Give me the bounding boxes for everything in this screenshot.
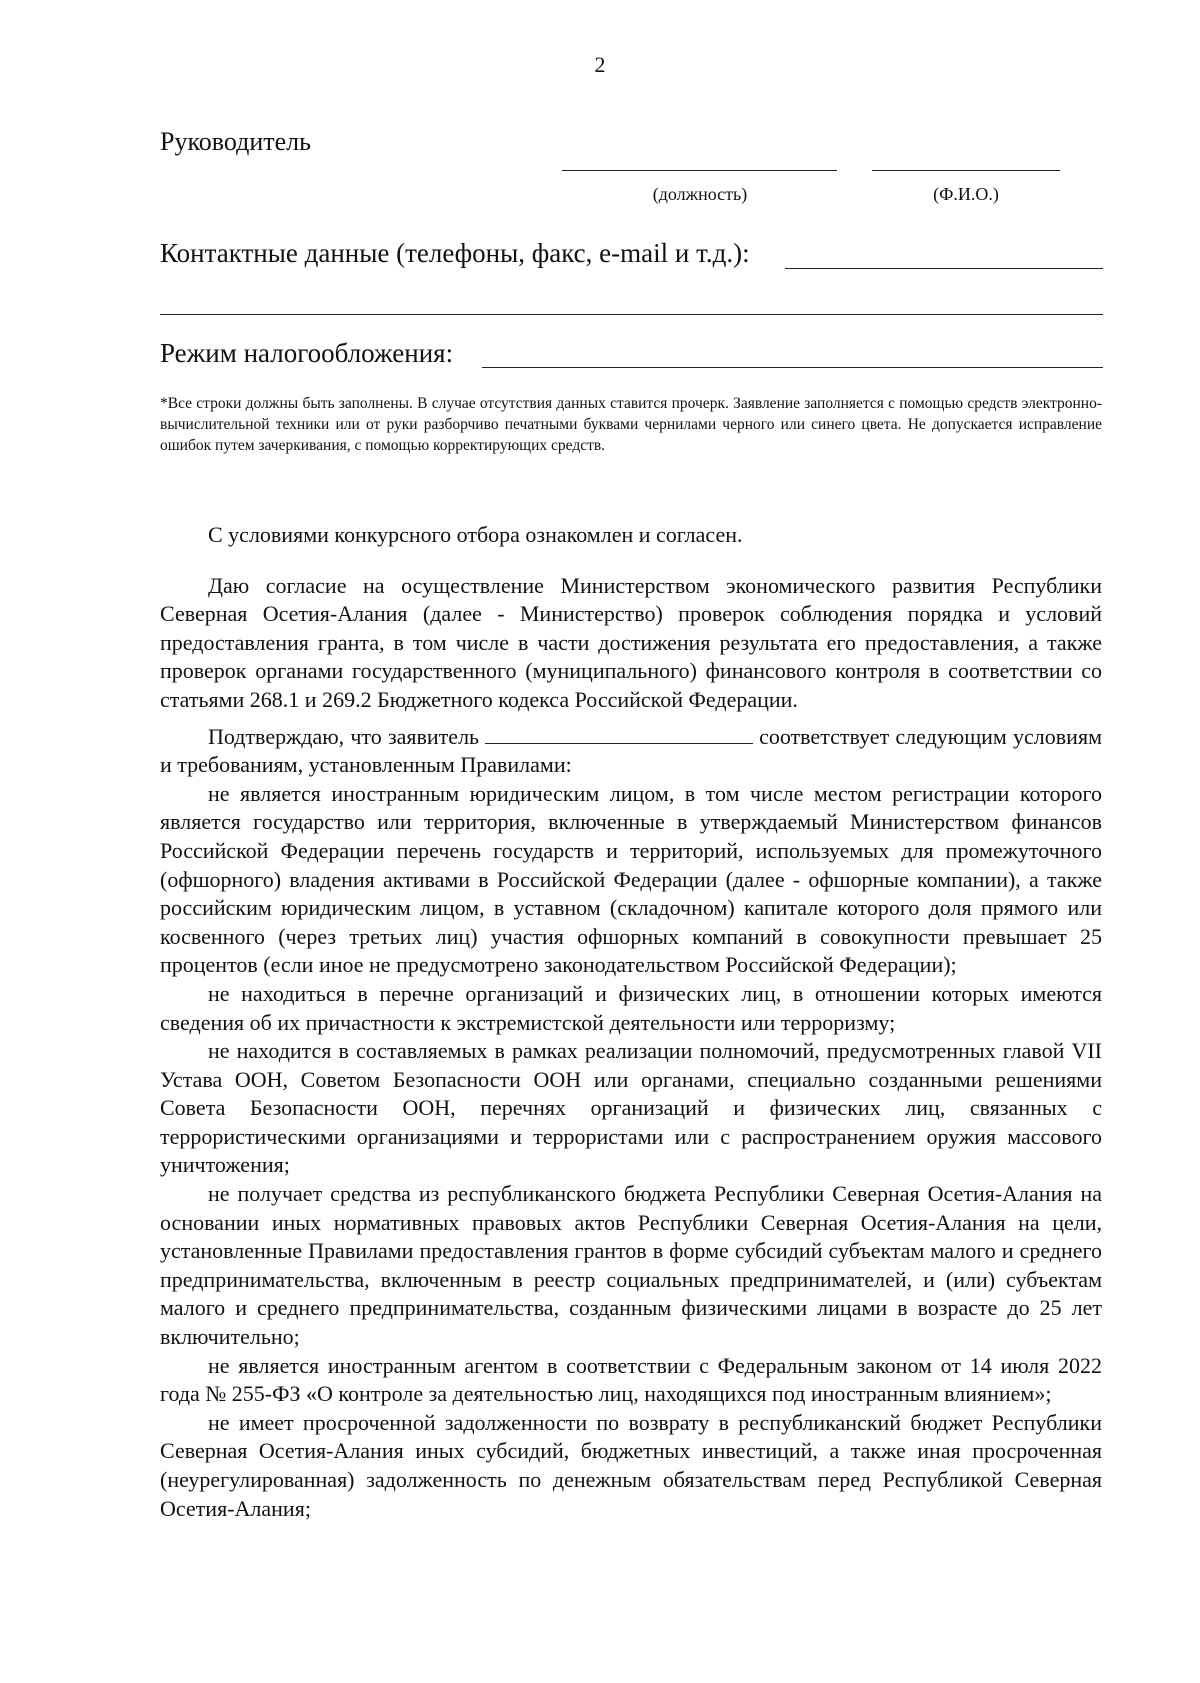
page-number: 2 (594, 52, 606, 77)
contacts-label: Контактные данные (телефоны, факс, e-mail и т.д.): (160, 238, 750, 268)
tax-regime-label: Режим налогообложения: (160, 338, 454, 368)
name-caption: (Ф.И.О.) (933, 184, 999, 204)
applicant-blank-line (485, 725, 753, 744)
name-blank-line (872, 170, 1060, 171)
requirement-item: не имеет просроченной задолженности по возврату в республиканский бюджет Республики Северная Осетия-Алания иных субсидий, бюджетных инвестиций, а также иная просроченная (неурегулированная) задолженность по денежным обязательствам перед Республикой Северная Осетия-Алания; (160, 1409, 1102, 1521)
application-body (160, 521, 1102, 1523)
requirement-item: не находиться в перечне организаций и физических лиц, в отношении которых имеются сведения об их причастности к экстремистской деятельности или терроризму; (160, 980, 1102, 1035)
tax-regime-blank-line (482, 367, 1103, 368)
consent-paragraph: Даю согласие на осуществление Министерством экономического развития Республики Северная Осетия-Алания (далее - Министерство) проверок соблюдения порядка и условий предоставления гранта, в том числе в части достижения результата его предоставления, а также проверок органами государственного (муниципального) финансового контроля в соответствии со статьями 268.1 и 269.2 Бюджетного кодекса Российской Федерации. (160, 572, 1102, 712)
position-caption: (должность) (652, 184, 748, 204)
contacts-blank-line (785, 268, 1103, 269)
position-blank-line (562, 170, 837, 171)
fill-instructions-note: *Все строки должны быть заполнены. В случае отсутствия данных ставится прочерк. Заявление заполняется с помощью средств электронно-вычислительной техники или от руки разборчиво печатными буквами чернилами черного или синего цвета. Не допускается исправление ошибок путем зачеркивания, с помощью корректирующих средств. (160, 395, 1102, 454)
head-title: Руководитель (160, 127, 311, 156)
confirmation-text-before: Подтверждаю, что заявитель (208, 723, 480, 749)
contacts-blank-line-2 (160, 314, 1103, 315)
requirement-item: не является иностранным юридическим лицом, в том числе местом регистрации которого является государство или территория, включенные в утверждаемый Министерством финансов Российской Федерации перечень государств и территорий, используемых для промежуточного (офшорного) владения активами в Российской Федерации (далее - офшорные компании), а также российским юридическим лицом, в уставном (складочном) капитале которого доля прямого или косвенного (через третьих лиц) участия офшорных компаний в совокупности превышает 25 процентов (если иное не предусмотрено законодательством Российской Федерации); (160, 780, 1102, 978)
confirmation-text-after: соответствует следующим условиям и требованиям, установленным Правилами: (160, 723, 1102, 778)
requirement-item: не является иностранным агентом в соответствии с Федеральным законом от 14 июля 2022 года № 255-ФЗ «О контроле за деятельностью лиц, находящихся под иностранным влиянием»; (160, 1352, 1102, 1407)
conditions-agreement: С условиями конкурсного отбора ознакомлен и согласен. (208, 522, 743, 547)
requirement-item: не получает средства из республиканского бюджета Республики Северная Осетия-Алания на основании иных нормативных правовых актов Республики Северная Осетия-Алания на цели, установленные Правилами предоставления грантов в форме субсидий субъектам малого и среднего предпринимательства, включенным в реестр социальных предпринимателей, и (или) субъектам малого и среднего предпринимательства, созданным физическими лицами в возрасте до 25 лет включительно; (160, 1181, 1102, 1350)
confirmation-paragraph (160, 723, 1102, 780)
requirement-item: не находится в составляемых в рамках реализации полномочий, предусмотренных главой VII Устава ООН, Советом Безопасности ООН или органами, специально созданными решениями Совета Безопасности ООН, перечнях организаций и физических лиц, связанных с террористическими организациями и террористами или с распространением оружия массового уничтожения; (160, 1038, 1102, 1178)
